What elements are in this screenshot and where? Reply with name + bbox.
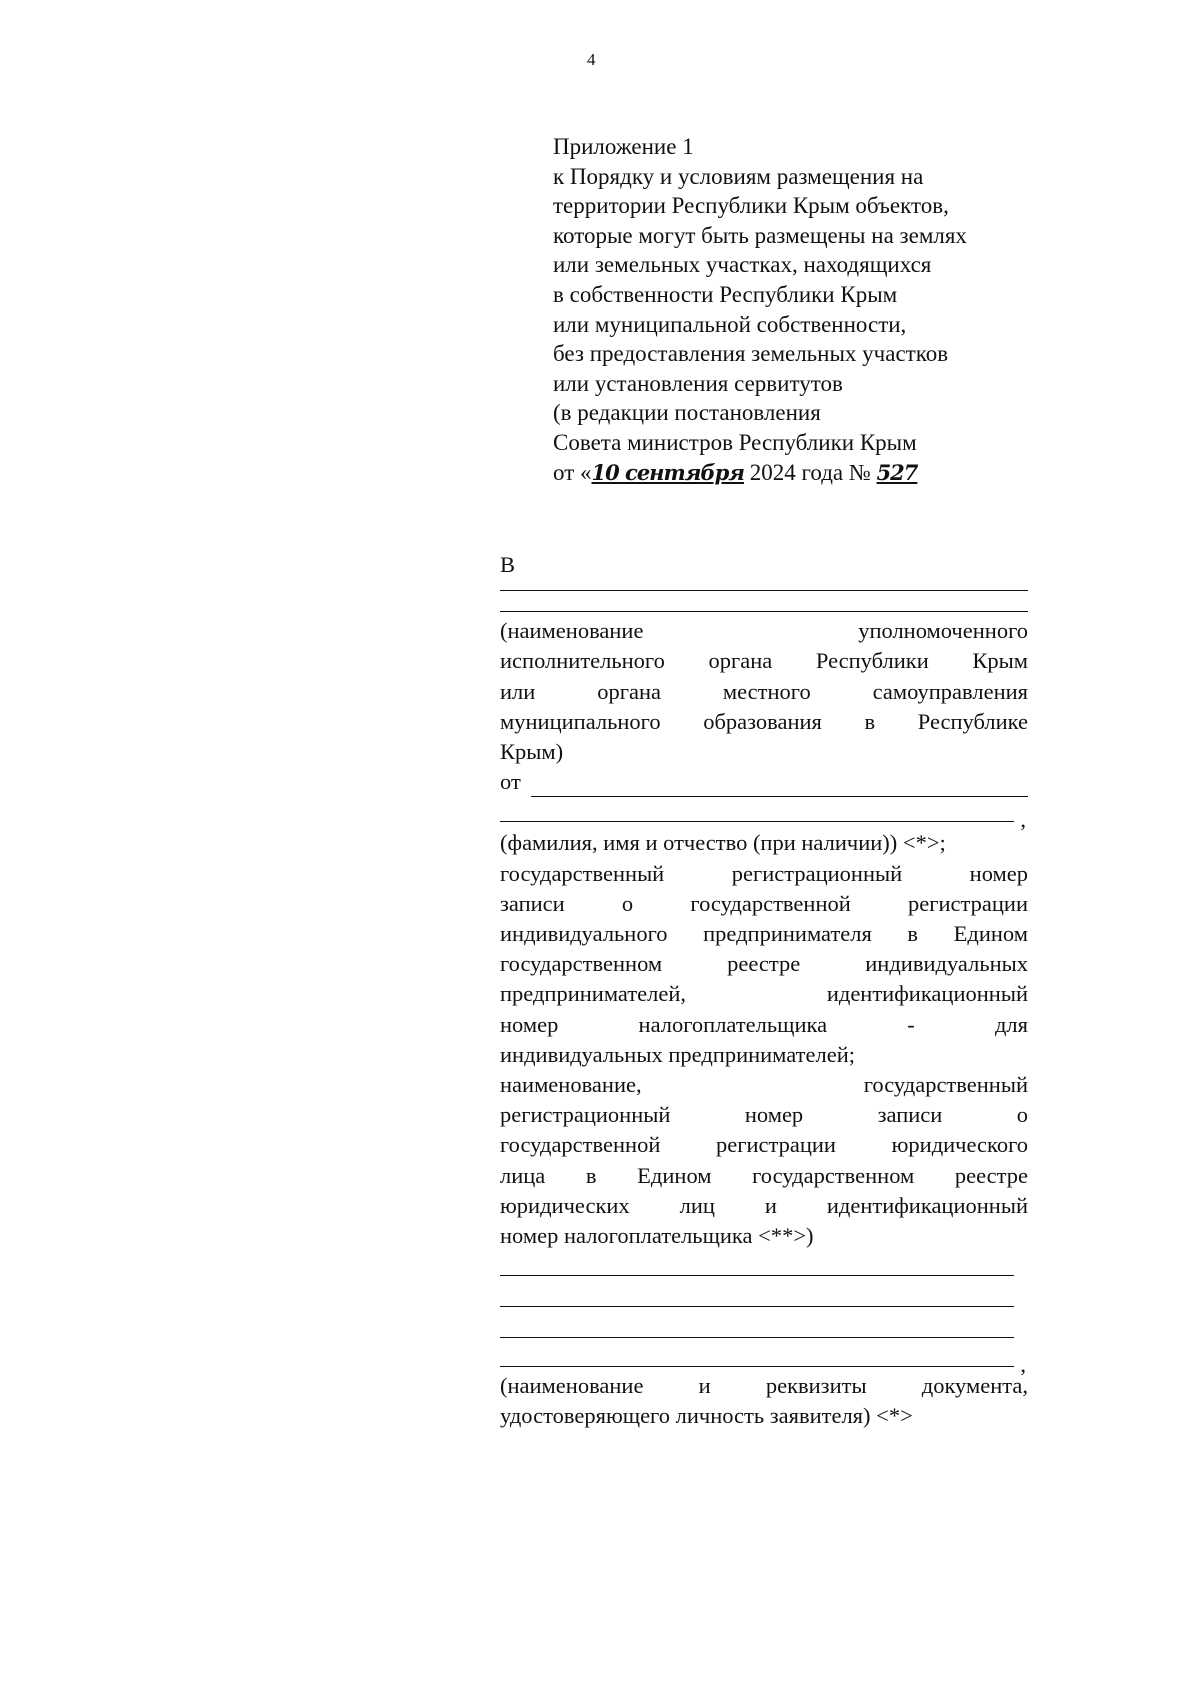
appendix-line: территории Республики Крым объектов,	[553, 193, 949, 219]
appendix-line: (в редакции постановления	[553, 400, 821, 426]
authority-hint: исполнительного органа Республики Крым	[500, 648, 1028, 674]
applicant-hint: государственный регистрационный номер	[500, 860, 1028, 886]
comma: ,	[1020, 1352, 1026, 1378]
applicant-blank-line[interactable]	[531, 774, 1028, 797]
application-form-header	[500, 550, 1028, 1432]
document-blank-line[interactable]	[500, 1338, 1026, 1378]
appendix-line: в собственности Республики Крым	[553, 281, 898, 307]
appendix-line: или муниципальной собственности,	[553, 311, 907, 337]
appendix-line: к Порядку и условиям размещения на	[553, 163, 924, 189]
authority-hint: муниципального образования в Республике	[500, 708, 1028, 734]
appendix-line: Приложение 1	[553, 134, 694, 159]
from-label: от	[500, 769, 521, 795]
applicant-hint: лица в Едином государственном реестре	[500, 1162, 1028, 1188]
to-label: В	[500, 552, 516, 577]
document-hint: (наименование и реквизиты документа,	[500, 1373, 1028, 1399]
handwritten-date: 10 сентября	[591, 459, 744, 485]
applicant-hint: записи о государственной регистрации	[500, 890, 1028, 916]
appendix-header	[553, 132, 967, 487]
applicant-hint: (фамилия, имя и отчество (при наличии)) <*>;	[500, 830, 946, 856]
appendix-line: без предоставления земельных участков	[553, 341, 949, 367]
handwritten-number: 527	[876, 459, 918, 485]
document-blank-line[interactable]	[500, 1276, 1014, 1307]
applicant-hint: юридических лиц и идентификационный	[500, 1192, 1028, 1218]
date-prefix: от «	[553, 459, 592, 485]
appendix-line: Совета министров Республики Крым	[553, 429, 917, 455]
applicant-hint: государственной регистрации юридического	[500, 1132, 1028, 1158]
applicant-hint: индивидуального предпринимателя в Едином	[500, 921, 1028, 947]
appendix-line: или установления сервитутов	[553, 370, 843, 396]
applicant-hint: наименование, государственный	[500, 1072, 1028, 1098]
document-hint: удостоверяющего личность заявителя) <*>	[500, 1403, 913, 1429]
appendix-line: которые могут быть размещены на землях	[553, 222, 967, 248]
authority-blank-line[interactable]	[500, 611, 1028, 612]
authority-hint: или органа местного самоуправления	[500, 678, 1028, 704]
authority-hint: Крым)	[500, 739, 564, 765]
applicant-hint: номер налогоплательщика <**>)	[500, 1223, 814, 1249]
authority-hint: (наименование уполномоченного	[500, 618, 1028, 644]
date-line	[553, 458, 967, 488]
from-line	[500, 767, 1028, 797]
applicant-hint: номер налогоплательщика - для	[500, 1011, 1028, 1037]
document-blank-line[interactable]	[500, 1307, 1014, 1338]
applicant-blank-line[interactable]	[500, 797, 1026, 833]
page-number: 4	[587, 50, 596, 69]
authority-blank-line[interactable]	[500, 580, 1028, 591]
comma: ,	[1020, 807, 1026, 833]
applicant-hint: предпринимателей, идентификационный	[500, 981, 1028, 1007]
document-blank-line[interactable]	[500, 1251, 1014, 1276]
appendix-line: или земельных участках, находящихся	[553, 252, 932, 278]
applicant-hint: индивидуальных предпринимателей;	[500, 1041, 856, 1067]
year-text: 2024 года №	[749, 459, 871, 485]
applicant-hint: регистрационный номер записи о	[500, 1102, 1028, 1128]
applicant-hint: государственном реестре индивидуальных	[500, 951, 1028, 977]
